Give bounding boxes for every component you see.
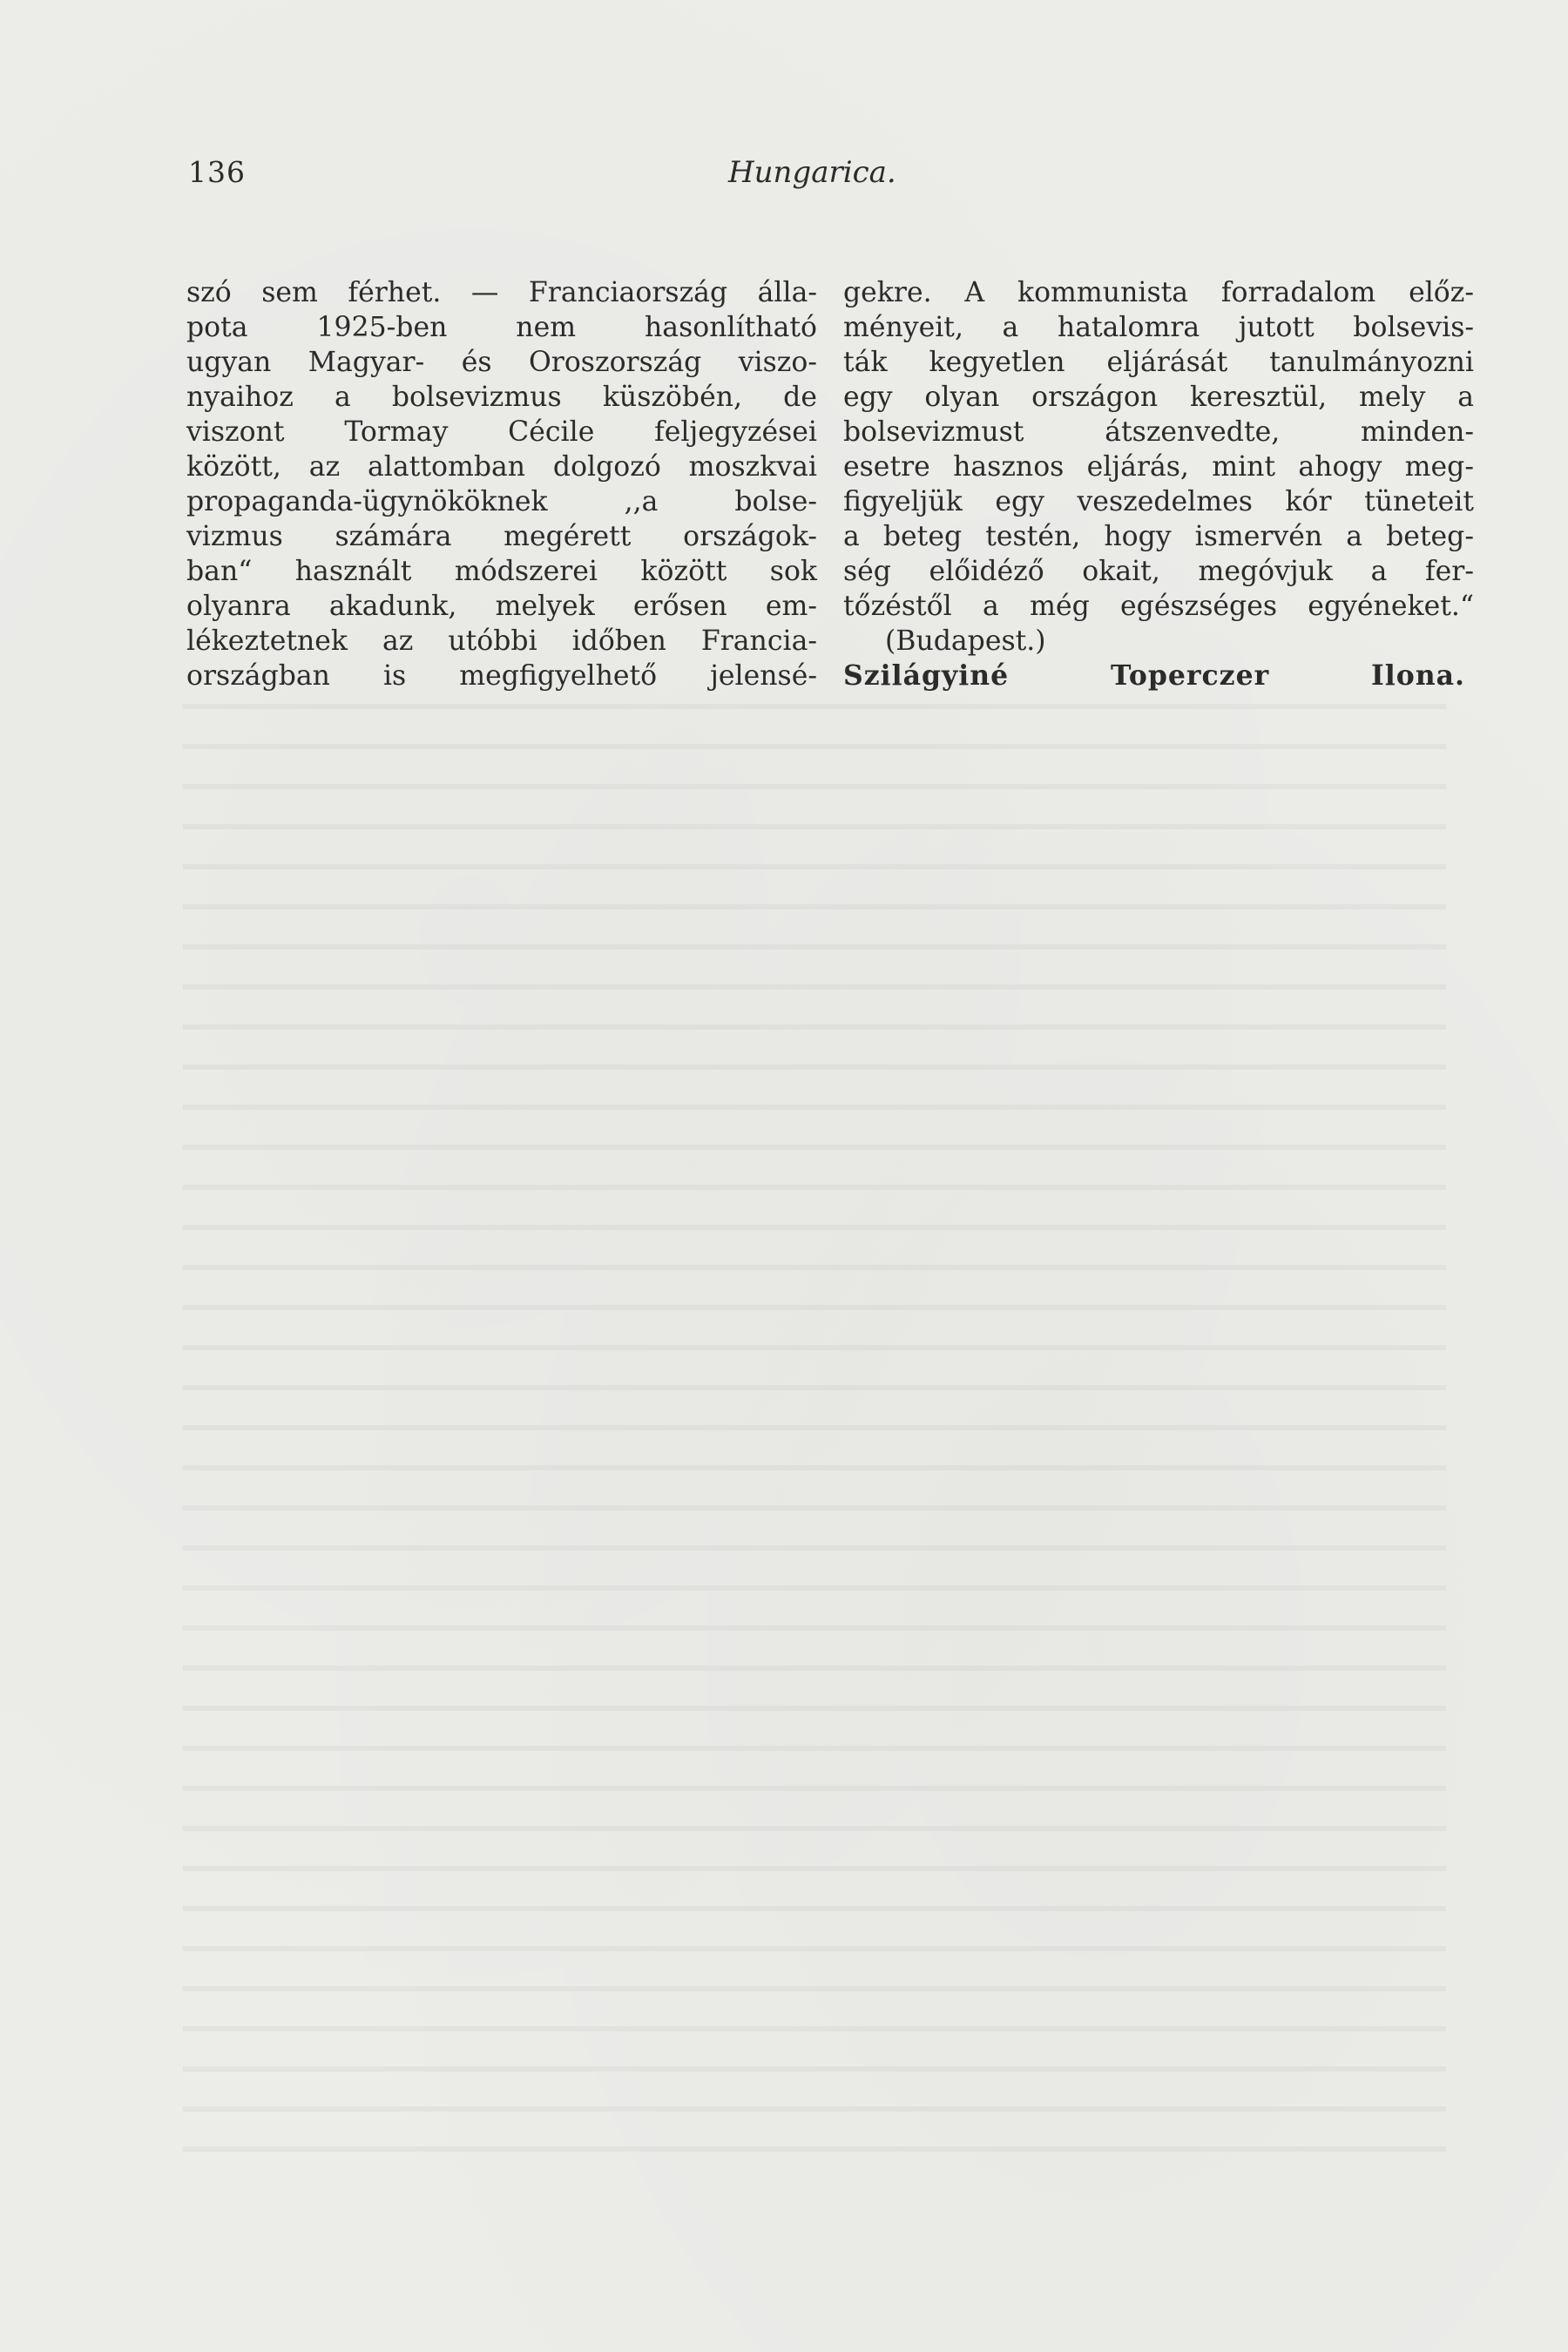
text-line: egy olyan országon keresztül, mely a — [843, 382, 1474, 413]
text-line: lékeztetnek az utóbbi időben Francia- — [186, 625, 817, 657]
text-line: ugyan Magyar- és Oroszország viszo- — [186, 347, 817, 378]
text-line: tőzéstől a még egészséges egyéneket.“ — [843, 591, 1474, 622]
text-line: viszont Tormay Cécile feljegyzései — [186, 416, 817, 448]
text-line: figyeljük egy veszedelmes kór tüneteit — [843, 486, 1474, 517]
text-line: olyanra akadunk, melyek erősen em- — [186, 591, 817, 622]
text-line: ban“ használt módszerei között sok — [186, 556, 817, 587]
text-line: között, az alattomban dolgozó moszkvai — [186, 451, 817, 483]
text-line: a beteg testén, hogy ismervén a beteg- — [843, 521, 1474, 552]
running-title: Hungarica. — [728, 155, 896, 190]
left-column — [186, 275, 817, 693]
text-line: országban is megfigyelhető jelensé- — [186, 660, 817, 692]
text-line: ség előidéző okait, megóvjuk a fer- — [843, 556, 1474, 587]
text-line: szó sem férhet. — Franciaország álla- — [186, 277, 817, 308]
author-signature: Szilágyiné Toperczer Ilona. — [843, 659, 1465, 692]
text-line: propaganda-ügynököknek ,,a bolse- — [186, 486, 817, 517]
text-line: vizmus számára megérett országok- — [186, 521, 817, 552]
place-line: (Budapest.) — [885, 625, 1046, 657]
text-line: ták kegyetlen eljárását tanulmányozni — [843, 347, 1474, 378]
text-line: bolsevizmust átszenvedte, minden- — [843, 416, 1474, 448]
text-line: esetre hasznos eljárás, mint ahogy meg- — [843, 451, 1474, 483]
right-column — [843, 275, 1474, 693]
page-number: 136 — [188, 155, 246, 189]
show-through-texture — [183, 679, 1446, 2160]
text-line: nyaihoz a bolsevizmus küszöbén, de — [186, 382, 817, 413]
text-line: pota 1925-ben nem hasonlítható — [186, 312, 817, 343]
text-line: gekre. A kommunista forradalom előz- — [843, 277, 1474, 308]
text-line: ményeit, a hatalomra jutott bolsevis- — [843, 312, 1474, 343]
